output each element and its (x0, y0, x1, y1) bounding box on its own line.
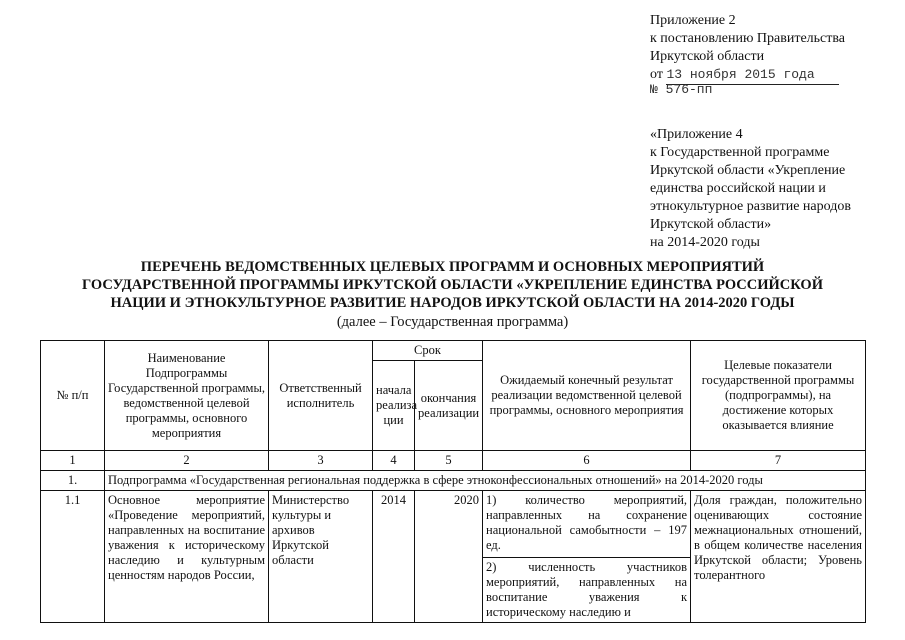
header-row-1 (41, 341, 866, 361)
subprogram-title: Подпрограмма «Государственная региональная поддержка в сфере этноконфессиональных отношений» на 2014-2020 годы (105, 471, 866, 491)
handwritten-number: № 576-пп (650, 82, 713, 97)
col-number: 5 (415, 451, 483, 471)
row-result (483, 491, 691, 623)
result-item-2: 2) численность участников мероприятий, направленных на воспитание уважения к историческому наследию и (483, 557, 690, 620)
appendix-4-line2: к Государственной программе (650, 145, 830, 160)
program-table (40, 340, 866, 623)
col-number: 2 (105, 451, 269, 471)
heading-subtitle: (далее – Государственная программа) (336, 314, 569, 330)
appendix-4-line1: «Приложение 4 (650, 127, 743, 142)
result-item-1: 1) количество мероприятий, направленных на сохранение национальной самобытности – 197 ед. (486, 493, 688, 552)
appendix-2-block (650, 12, 845, 99)
header-start: начала реализа ции (373, 361, 415, 451)
header-num: № п/п (41, 341, 105, 451)
header-indicators: Целевые показатели государственной программы (подпрограммы), на достижение которых оказывается влияние (691, 341, 866, 451)
row-executor: Министерство культуры и архивов Иркутской области (269, 491, 373, 623)
col-number: 4 (373, 451, 415, 471)
heading-line2: ГОСУДАРСТВЕННОЙ ПРОГРАММЫ ИРКУТСКОЙ ОБЛАСТИ «УКРЕПЛЕНИЕ ЕДИНСТВА РОССИЙСКОЙ (82, 277, 823, 293)
appendix-2-line3: Иркутской области (650, 49, 765, 64)
column-number-row (41, 451, 866, 471)
appendix-4-line5: этнокультурное развитие народов (650, 199, 851, 214)
handwritten-date: 13 ноября 2015 года (666, 66, 838, 85)
header-executor: Ответственный исполнитель (269, 341, 373, 451)
date-prefix: от (650, 67, 663, 82)
header-name: Наименование Подпрограммы Государственной программы, ведомственной целевой программы, основного мероприятия (105, 341, 269, 451)
appendix-4-line6: Иркутской области» (650, 217, 772, 232)
appendix-4-line4: единства российской нации и (650, 181, 826, 196)
row-num: 1.1 (41, 491, 105, 623)
subprogram-num: 1. (41, 471, 105, 491)
col-number: 7 (691, 451, 866, 471)
header-term: Срок (373, 341, 483, 361)
col-number: 3 (269, 451, 373, 471)
heading-line3: НАЦИИ И ЭТНОКУЛЬТУРНОЕ РАЗВИТИЕ НАРОДОВ ИРКУТСКОЙ ОБЛАСТИ НА 2014-2020 ГОДЫ (110, 295, 795, 311)
row-end-year: 2020 (415, 491, 483, 623)
appendix-2-line2: к постановлению Правительства (650, 31, 846, 46)
col-number: 6 (483, 451, 691, 471)
appendix-4-line7: на 2014-2020 годы (650, 235, 760, 250)
document-heading (40, 258, 865, 312)
appendix-4-line3: Иркутской области «Укрепление (650, 163, 846, 178)
table-row (41, 491, 866, 623)
appendix-4-block (650, 126, 851, 252)
row-indicators: Доля граждан, положительно оценивающих состояние межнациональных отношений, в общем количестве населения Иркутской области; Уровень толерантного (691, 491, 866, 623)
appendix-2-title: Приложение 2 (650, 13, 736, 28)
col-number: 1 (41, 451, 105, 471)
row-name: Основное мероприятие «Проведение мероприятий, направленных на воспитание уважения к историческому наследию и культурным ценностям народов России, (105, 491, 269, 623)
subprogram-row (41, 471, 866, 491)
heading-line1: ПЕРЕЧЕНЬ ВЕДОМСТВЕННЫХ ЦЕЛЕВЫХ ПРОГРАММ И ОСНОВНЫХ МЕРОПРИЯТИЙ (140, 259, 765, 275)
row-start-year: 2014 (373, 491, 415, 623)
header-end: окончания реализации (415, 361, 483, 451)
header-result: Ожидаемый конечный результат реализации ведомственной целевой программы, основного мероприятия (483, 341, 691, 451)
